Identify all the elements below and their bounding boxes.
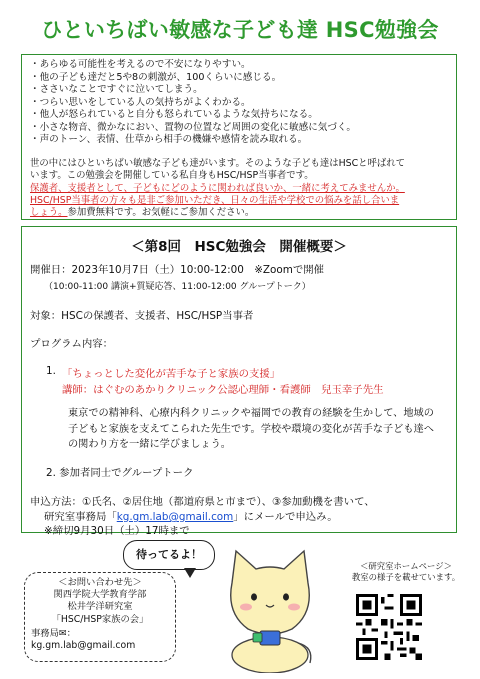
- contact-lab: 松井学洋研究室: [67, 601, 133, 613]
- trait-item: ・ あらゆる可能性を考えるので不安になりやすい。: [30, 59, 356, 72]
- contact-box: [24, 572, 176, 662]
- overview-box: [21, 226, 457, 537]
- event-schedule: （10:00-11:00 講演+質疑応答、11:00-12:00 グループトーク）: [44, 282, 311, 292]
- speech-bubble: 待ってるよ！: [123, 540, 215, 570]
- contact-heading: ＜お問い合わせ先＞: [58, 577, 142, 588]
- overview-title: ＜第8回 HSC勉強会 開催概要＞: [131, 239, 347, 255]
- intro-line: います。この勉強会を開催している私自身もHSC/HSP当事者です。: [30, 170, 314, 182]
- apply-email-link[interactable]: kg.gm.lab@gmail.com: [116, 511, 234, 523]
- trait-item: ・ 他人が怒られていると自分も怒られているような気持ちになる。: [30, 109, 356, 122]
- trait-item: ・ 小さな物音、微かなにおい、置物の位置など周囲の変化に敏感に気づく。: [30, 122, 356, 135]
- homepage-heading: ＜研究室ホームページ＞: [360, 561, 452, 571]
- program-item-1-description: 東京での精神科、心療内科クリニックや福岡での教育の経験を生かして、地域の子どもと家族を支えてこられた先生です。学校や環境の変化が苦手な子ども達への関わり方を一緒に学びましょう。: [68, 408, 434, 450]
- event-target: 対象：HSCの保護者、支援者、HSC/HSP当事者: [30, 310, 254, 322]
- intro-emphasis: しょう。: [30, 207, 68, 219]
- apply-deadline: ※締切9月30日（土）17時まで: [44, 525, 190, 537]
- trait-item: ・ ささいなことですぐに泣いてしまう。: [30, 84, 356, 97]
- traits-list: [30, 59, 356, 147]
- program-label: プログラム内容：: [30, 338, 114, 350]
- homepage-note: [340, 561, 472, 583]
- homepage-description: 教室の様子を載せています。: [351, 572, 461, 582]
- contact-group: 「HSC/HSP家族の会」: [51, 613, 149, 625]
- trait-item: ・ つらい思いをしている人の気持ちがよくわかる。: [30, 97, 356, 110]
- program-item-1-number: 1.: [46, 365, 56, 377]
- intro-text: [30, 158, 452, 219]
- program-item-1-speaker: 講師：はぐむのあかりクリニック公認心理師・看護師 兒玉幸子先生: [62, 384, 384, 396]
- trait-item: ・ 声のトーン、表情、仕草から相手の機嫌や感情を読み取れる。: [30, 134, 356, 147]
- contact-email: 事務局✉：kg.gm.lab@gmail.com: [31, 627, 136, 652]
- traits-box: [21, 54, 457, 220]
- intro-emphasis: HSC/HSP当事者の方々も是非ご参加いただき、日々の生活や学校での悩みを話し合いま: [30, 194, 400, 206]
- qr-code-icon[interactable]: [356, 594, 422, 660]
- apply-contact-prefix: 研究室事務局「: [44, 511, 117, 523]
- page-title: ひといちばい敏感な子ども達 HSC勉強会: [41, 18, 439, 42]
- intro-emphasis: 保護者、支援者として、子どもにどのように関われば良いか、一緒に考えてみませんか。: [30, 182, 405, 194]
- program-item-1-title: 「ちょっとした変化が苦手な子と家族の支援」: [62, 368, 281, 380]
- intro-tail: 参加費無料です。お気軽にご参加ください。: [67, 207, 255, 219]
- program-item-2: 2. 参加者同士でグループトーク: [46, 467, 194, 479]
- cat-mascot-illustration: [210, 543, 330, 673]
- apply-contact-line: [44, 508, 338, 523]
- apply-contact-suffix: 」にメールで申込み。: [233, 511, 338, 523]
- intro-line: 世の中にはひといちばい敏感な子ども達がいます。そのような子ども達はHSCと呼ばれて: [30, 158, 406, 169]
- apply-method: 申込方法：①氏名、②居住地（都道府県と市まで）、③参加動機を書いて、: [30, 496, 375, 508]
- trait-item: ・ 他の子ども達だと5や8の刺激が、100くらいに感じる。: [30, 72, 356, 85]
- contact-org: 関西学院大学教育学部: [53, 589, 147, 601]
- event-date: 開催日：2023年10月7日（土）10:00-12:00 ※Zoomで開催: [30, 264, 325, 276]
